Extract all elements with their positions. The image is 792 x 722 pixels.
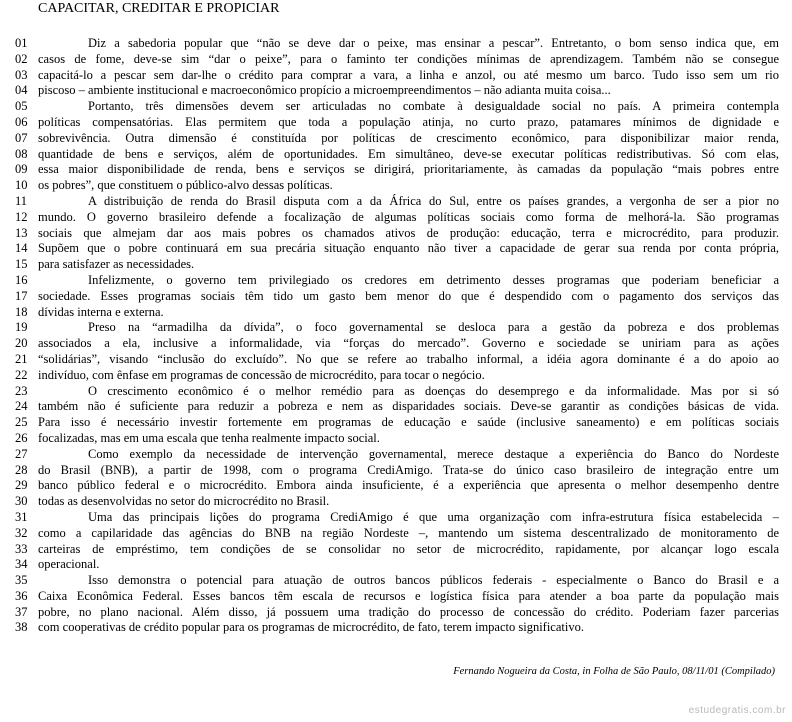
text-line: capacitá-lo a pescar sem dar-lhe o crédito para comprar a vara, a linha e anzol, ou até mesmo um barco. Tudo isso sem um rio <box>38 67 779 82</box>
text-line: casos de fome, deve-se sim “dar o peixe”, para o faminto ter condições mínimas de aprendizagem. Também não se consegue <box>38 51 779 66</box>
line-number: 35 <box>15 573 28 588</box>
text-line: associados a ela, inclusive a informalidade, via “forças do mercado”. Governo e sociedade se uniriam para as ações <box>38 336 779 351</box>
text-line: Uma das principais lições do programa CrediAmigo é que uma organização com infra-estrutura física estabelecida – <box>88 509 779 524</box>
line-number: 23 <box>15 383 28 398</box>
text-line: Portanto, três dimensões devem ser articuladas no combate à desigualdade social no país. A primeira contempla <box>88 99 779 114</box>
line-number: 09 <box>15 162 28 177</box>
text-line: A distribuição de renda do Brasil disputa com a da África do Sul, entre os países grandes, a vergonha de ser a pior no <box>88 193 779 208</box>
line-number: 10 <box>15 178 28 193</box>
text-line: pobre, no plano nacional. Além disso, já possuem uma tradição do processo de concessão do crédito. Poderiam fazer parcerias <box>38 604 779 619</box>
text-line: também não é suficiente para reduzir a pobreza e nem as disparidades sociais. Deve-se garantir as condições básicas de vida. <box>38 399 779 414</box>
line-number: 24 <box>15 399 28 414</box>
line-number: 28 <box>15 462 28 477</box>
text-line: O crescimento econômico é o melhor remédio para as doenças do desemprego e da informalidade. Mas por si só <box>88 383 779 398</box>
text-line: para satisfazer as necessidades. <box>38 257 195 272</box>
document-title: CAPACITAR, CREDITAR E PROPICIAR <box>38 1 280 16</box>
text-line: todas as desenvolvidas no setor do microcrédito no Brasil. <box>38 494 330 509</box>
text-line: Infelizmente, o governo tem privilegiado os credores em detrimento desses programas que poderiam beneficiar a <box>88 272 779 287</box>
text-line: com cooperativas de crédito popular para os programas de microcrédito, de fato, terem impacto significativo. <box>38 620 584 635</box>
text-line: políticas compensatórias. Elas permitem que toda a população atinja, no curto prazo, patamares mínimos de dignidade e <box>38 114 779 129</box>
text-line: piscoso – ambiente institucional e macroeconômico propício a microempreendimentos – não adianta muita coisa... <box>38 83 611 98</box>
line-number: 07 <box>15 130 28 145</box>
line-number: 17 <box>15 288 28 303</box>
text-line: Isso demonstra o potencial para atuação de outros bancos públicos federais - especialmente o Banco do Brasil e a <box>88 573 779 588</box>
text-line: focalizadas, mas em uma escala que tenha realmente impacto social. <box>38 430 380 445</box>
line-number: 13 <box>15 225 28 240</box>
line-number: 21 <box>15 351 28 366</box>
text-line: quantidade de bens e serviços, além de oportunidades. Em simultâneo, deve-se executar políticas redistributivas. Só com elas, <box>38 146 779 161</box>
line-number: 15 <box>15 257 28 272</box>
line-number: 38 <box>15 620 28 635</box>
line-number: 31 <box>15 509 28 524</box>
text-line: “solidárias”, visando “inclusão do excluído”. No que se refere ao trabalho informal, a idéia agora dominante é a do apoio ao <box>38 351 779 366</box>
line-number: 27 <box>15 446 28 461</box>
line-number: 02 <box>15 51 28 66</box>
line-number: 06 <box>15 114 28 129</box>
line-number: 25 <box>15 415 28 430</box>
text-line: Supõem que o pobre continuará em sua precária situação enquanto não tiver a capacidade de gerar sua renda por conta própria, <box>38 241 779 256</box>
text-line: como a capilaridade das agências do BNB na região Nordeste –, mantendo um sistema descentralizado de monitoramento de <box>38 525 779 540</box>
line-number: 22 <box>15 367 28 382</box>
line-number: 08 <box>15 146 28 161</box>
line-number: 32 <box>15 525 28 540</box>
line-number: 19 <box>15 320 28 335</box>
site-watermark: estudegratis.com.br <box>688 705 786 716</box>
text-line: banco público federal e o microcrédito. Embora ainda insuficiente, é a experiência que apresenta o melhor desempenho dentre <box>38 478 779 493</box>
text-line: do Brasil (BNB), a partir de 1998, com o programa CrediAmigo. Trata-se do único caso brasileiro de integração entre um <box>38 462 779 477</box>
line-number: 01 <box>15 36 28 50</box>
text-line: sobrevivência. Outra dimensão é constituída por políticas de crescimento econômico, para disponibilizar maior renda, <box>38 130 779 145</box>
line-number: 26 <box>15 430 28 445</box>
line-number: 36 <box>15 588 28 603</box>
line-number: 14 <box>15 241 28 256</box>
text-line: Diz a sabedoria popular que “não se deve dar o peixe, mas ensinar a pescar”. Entretanto, o bom senso indica que, em <box>88 36 779 50</box>
text-line: mundo. O governo brasileiro defende a focalização de algumas políticas sociais como forma de melhorá-la. São programas <box>38 209 779 224</box>
text-line: carteiras de empréstimo, tem condições de se consolidar no setor de microcrédito, rapidamente, por alcançar logo escala <box>38 541 779 556</box>
line-number: 30 <box>15 494 28 509</box>
text-line: essa maior disponibilidade de renda, bens e serviços se dirigirá, prioritariamente, às camadas da população “mais pobres entre <box>38 162 779 177</box>
text-line: operacional. <box>38 557 100 572</box>
text-line: Para isso é necessário investir fortemente em programas de educação e saúde (inclusive saneamento) e em políticas sociais <box>38 415 779 430</box>
text-line: indivíduo, com ênfase em programas de concessão de microcrédito, para tocar o negócio. <box>38 367 485 382</box>
line-number: 12 <box>15 209 28 224</box>
source-citation: Fernando Nogueira da Costa, in Folha de São Paulo, 08/11/01 (Compilado) <box>453 666 775 677</box>
article-body <box>38 36 779 636</box>
line-number: 20 <box>15 336 28 351</box>
text-line: sociedade. Esses programas sociais têm tido um gasto bem menor do que é despendido com o pagamento dos serviços das <box>38 288 779 303</box>
line-number: 18 <box>15 304 28 319</box>
text-line: sociais que almejam dar aos mais pobres os chamados ativos de produção: educação, terra e microcrédito, para produzir. <box>38 225 779 240</box>
text-line: dívidas interna e externa. <box>38 304 164 319</box>
line-number: 34 <box>15 557 28 572</box>
line-number: 04 <box>15 83 28 98</box>
line-number: 29 <box>15 478 28 493</box>
line-number: 37 <box>15 604 28 619</box>
line-number: 03 <box>15 67 28 82</box>
line-number-column <box>15 36 28 636</box>
line-number: 33 <box>15 541 28 556</box>
line-number: 16 <box>15 272 28 287</box>
text-line: Como exemplo da necessidade de intervenção governamental, merece destaque a experiência do Banco do Nordeste <box>88 446 779 461</box>
text-line: os pobres”, que constituem o público-alvo dessas políticas. <box>38 178 333 193</box>
text-line: Preso na “armadilha da dívida”, o foco governamental se desloca para a gestão da pobreza e dos problemas <box>88 320 779 335</box>
line-number: 05 <box>15 99 28 114</box>
line-number: 11 <box>15 193 28 208</box>
text-line: Caixa Econômica Federal. Esses bancos têm escala de recursos e logística física para atender a boa parte da população mais <box>38 588 779 603</box>
